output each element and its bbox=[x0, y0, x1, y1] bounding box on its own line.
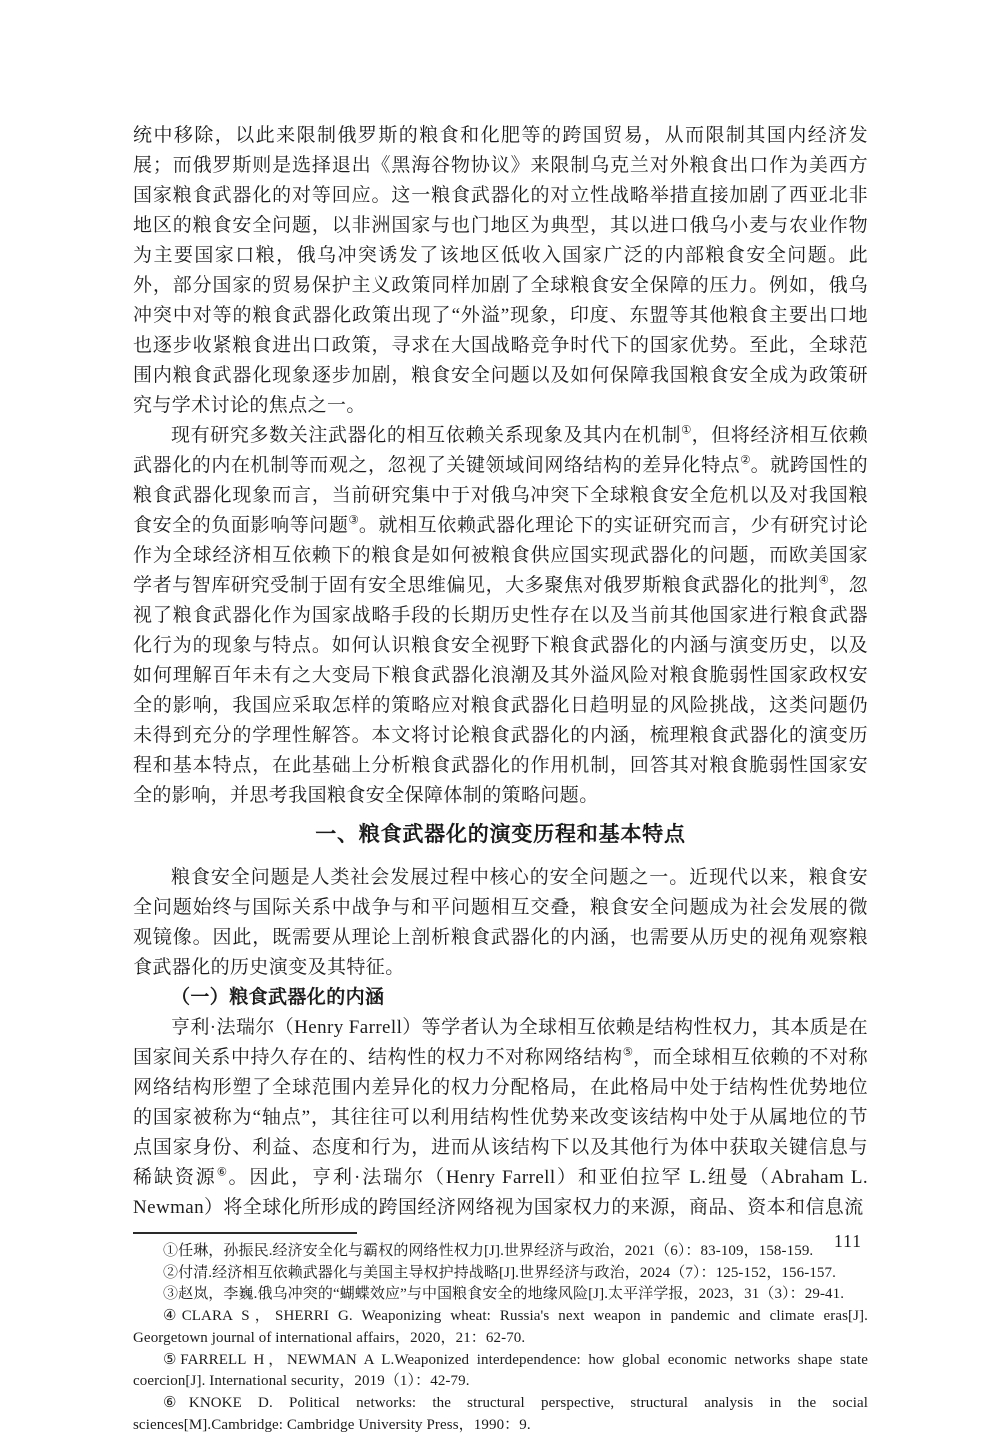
footnote-4: ④CLARA S，SHERRI G. Weaponizing wheat: Russia's next weapon in pandemic and climate eras[J]. Georgetown journal of international affairs，2020，21：62-70. bbox=[133, 1308, 868, 1346]
article-body bbox=[133, 121, 868, 1223]
footnote-separator-rule bbox=[133, 1232, 357, 1234]
footnotes-section bbox=[133, 1241, 868, 1436]
footnote-1: ①任琳，孙振民.经济安全化与霸权的网络性权力[J].世界经济与政治，2021（6）：83-109，158-159. bbox=[163, 1243, 814, 1259]
footnote-2: ②付清.经济相互依赖武器化与美国主导权护持战略[J].世界经济与政治，2024（7）：125-152，156-157. bbox=[163, 1264, 836, 1281]
footnote-5: ⑤FARRELL H，NEWMAN A L.Weaponized interdependence: how global economic networks shape state coercion[J]. International security，2019（1）：42-79. bbox=[133, 1351, 868, 1390]
subsection-heading: （一）粮食武器化的内涵 bbox=[171, 987, 385, 1008]
footnote-3: ③赵岚，李巍.俄乌冲突的“蝴蝶效应”与中国粮食安全的地缘风险[J].太平洋学报，2023，31（3）：29-41. bbox=[163, 1286, 845, 1303]
footnote-6: ⑥KNOKE D. Political networks: the structural perspective, structural analysis in the social sciences[M].Cambridge: Cambridge University Press，1990：9. bbox=[133, 1394, 868, 1433]
body-paragraph: 粮食安全问题是人类社会发展过程中核心的安全问题之一。近现代以来，粮食安全问题始终与国际关系中战争与和平问题相互交叠，粮食安全问题成为社会发展的微观镜像。因此，既需要从理论上剖析粮食武器化的内涵，也需要从历史的视角观察粮食武器化的历史演变及其特征。 bbox=[133, 867, 868, 978]
body-paragraph-continuation: 统中移除，以此来限制俄罗斯的粮食和化肥等的跨国贸易，从而限制其国内经济发展；而俄罗斯则是选择退出《黑海谷物协议》来限制乌克兰对外粮食出口作为美西方国家粮食武器化的对等回应。这一粮食武器化的对立性战略举措直接加剧了西亚北非地区的粮食安全问题，以非洲国家与也门地区为典型，其以进口俄乌小麦与农业作物为主要国家口粮，俄乌冲突诱发了该地区低收入国家广泛的内部粮食安全问题。此外，部分国家的贸易保护主义政策同样加剧了全球粮食安全保障的压力。例如，俄乌冲突中对等的粮食武器化政策出现了“外溢”现象，印度、东盟等其他粮食主要出口地也逐步收紧粮食进出口政策，寻求在大国战略竞争时代下的国家优势。至此，全球范围内粮食武器化现象逐步加剧，粮食安全问题以及如何保障我国粮食安全成为政策研究与学术讨论的焦点之一。 bbox=[133, 125, 868, 416]
body-paragraph: 现有研究多数关注武器化的相互依赖关系现象及其内在机制①，但将经济相互依赖武器化的内在机制等而观之，忽视了关键领域间网络结构的差异化特点②。就跨国性的粮食武器化现象而言，当前研究集中于对俄乌冲突下全球粮食安全危机以及对我国粮食安全的负面影响等问题③。就相互依赖武器化理论下的实证研究而言，少有研究讨论作为全球经济相互依赖下的粮食是如何被粮食供应国实现武器化的问题，而欧美国家学者与智库研究受制于固有安全思维偏见，大多聚焦对俄罗斯粮食武器化的批判④，忽视了粮食武器化作为国家战略手段的长期历史性存在以及当前其他国家进行粮食武器化行为的现象与特点。如何认识粮食安全视野下粮食武器化的内涵与演变历史，以及如何理解百年未有之大变局下粮食武器化浪潮及其外溢风险对粮食脆弱性国家政权安全的影响，我国应采取怎样的策略应对粮食武器化日趋明显的风险挑战，这类问题仍未得到充分的学理性解答。本文将讨论粮食武器化的内涵，梳理粮食武器化的演变历程和基本特点，在此基础上分析粮食武器化的作用机制，回答其对粮食脆弱性国家安全的影响，并思考我国粮食安全保障体制的策略问题。 bbox=[133, 424, 869, 806]
section-heading: 一、粮食武器化的演变历程和基本特点 bbox=[315, 823, 686, 846]
body-paragraph: 亨利·法瑞尔（Henry Farrell）等学者认为全球相互依赖是结构性权力，其本质是在国家间关系中持久存在的、结构性的权力不对称网络结构⑤，而全球相互依赖的不对称网络结构形塑了全球范围内差异化的权力分配格局，在此格局中处于结构性优势地位的国家被称为“轴点”，其往往可以利用结构性优势来改变该结构中处于从属地位的节点国家身份、利益、态度和行为，进而从该结构下以及其他行为体中获取关键信息与稀缺资源⑥。因此，亨利·法瑞尔（Henry Farrell）和亚伯拉罕 L.纽曼（Abraham L. Newman）将全球化所形成的跨国经济网络视为国家权力的来源，商品、资本和信息流 bbox=[133, 1017, 868, 1218]
page-number: 111 bbox=[834, 1231, 862, 1251]
